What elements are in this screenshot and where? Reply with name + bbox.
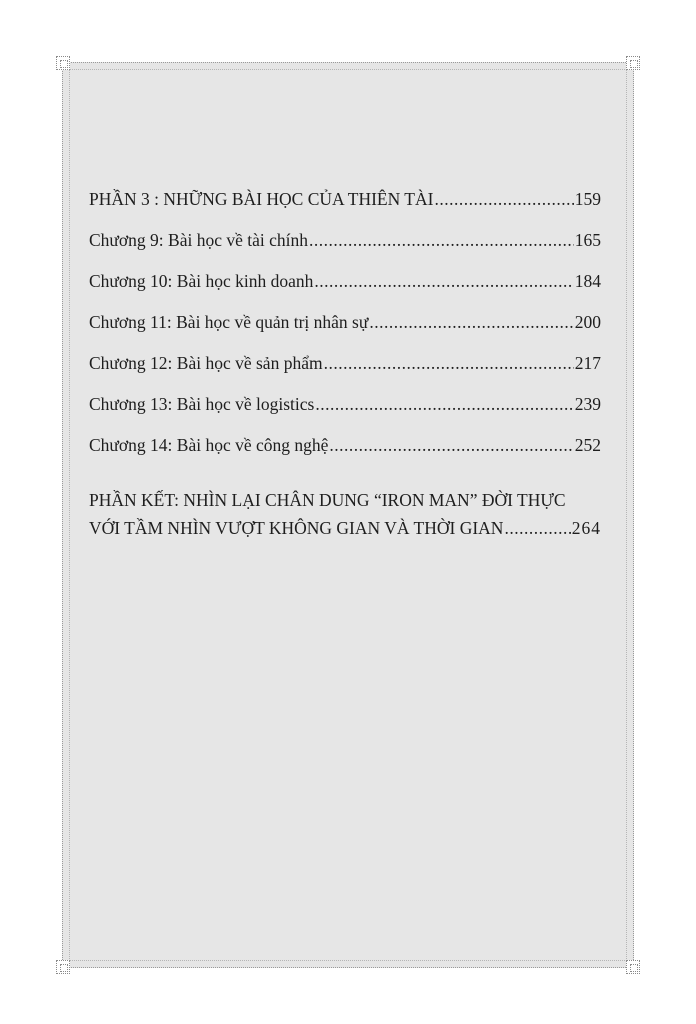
page-frame [62, 62, 634, 968]
toc-entry-page: 252 [574, 435, 601, 455]
toc-entry-chapter-9 [89, 220, 601, 261]
toc-entry-page: 159 [574, 189, 601, 209]
toc-entry-page: 264 [571, 518, 601, 538]
toc-entry-page: 165 [574, 230, 601, 250]
toc-entry-page: 184 [574, 271, 601, 291]
toc-entry-title: Chương 11: Bài học về quản trị nhân sự [89, 312, 369, 332]
toc-entry-chapter-14 [89, 425, 601, 466]
frame-corner-ornament [626, 960, 640, 974]
toc-entry-title: PHẦN 3 : NHỮNG BÀI HỌC CỦA THIÊN TÀI [89, 189, 434, 209]
toc-entry-part3 [89, 179, 601, 220]
toc-entry-title: Chương 10: Bài học kinh doanh [89, 271, 314, 291]
frame-corner-ornament [56, 960, 70, 974]
toc-entry-title-line2: VỚI TẦM NHÌN VƯỢT KHÔNG GIAN VÀ THỜI GIAN [89, 518, 504, 538]
toc-entry-epilogue [89, 486, 601, 542]
toc-entry-page: 239 [574, 394, 601, 414]
toc-entry-chapter-12 [89, 343, 601, 384]
dot-leader [324, 343, 574, 384]
dot-leader [315, 384, 573, 425]
dot-leader [434, 179, 573, 220]
toc-entry-title-line1: PHẦN KẾT: NHÌN LẠI CHÂN DUNG “IRON MAN” ĐỜI THỰC [89, 490, 566, 510]
dot-leader [314, 261, 573, 302]
dot-leader [504, 514, 570, 542]
toc-entry-title: Chương 13: Bài học về logistics [89, 394, 315, 414]
dot-leader [329, 425, 573, 466]
toc-entry-page: 217 [574, 353, 601, 373]
toc-entry-title: Chương 14: Bài học về công nghệ [89, 435, 329, 455]
toc-entry-chapter-13 [89, 384, 601, 425]
toc-entry-title: Chương 12: Bài học về sản phẩm [89, 353, 323, 373]
toc-entry-title-line2-row [89, 514, 601, 542]
table-of-contents [89, 179, 601, 542]
frame-corner-ornament [56, 56, 70, 70]
toc-entry-chapter-10 [89, 261, 601, 302]
toc-entry-chapter-11 [89, 302, 601, 343]
toc-entry-page: 200 [574, 312, 601, 332]
toc-entry-title: Chương 9: Bài học về tài chính [89, 230, 308, 250]
dot-leader [369, 302, 573, 343]
frame-corner-ornament [626, 56, 640, 70]
dot-leader [309, 220, 574, 261]
